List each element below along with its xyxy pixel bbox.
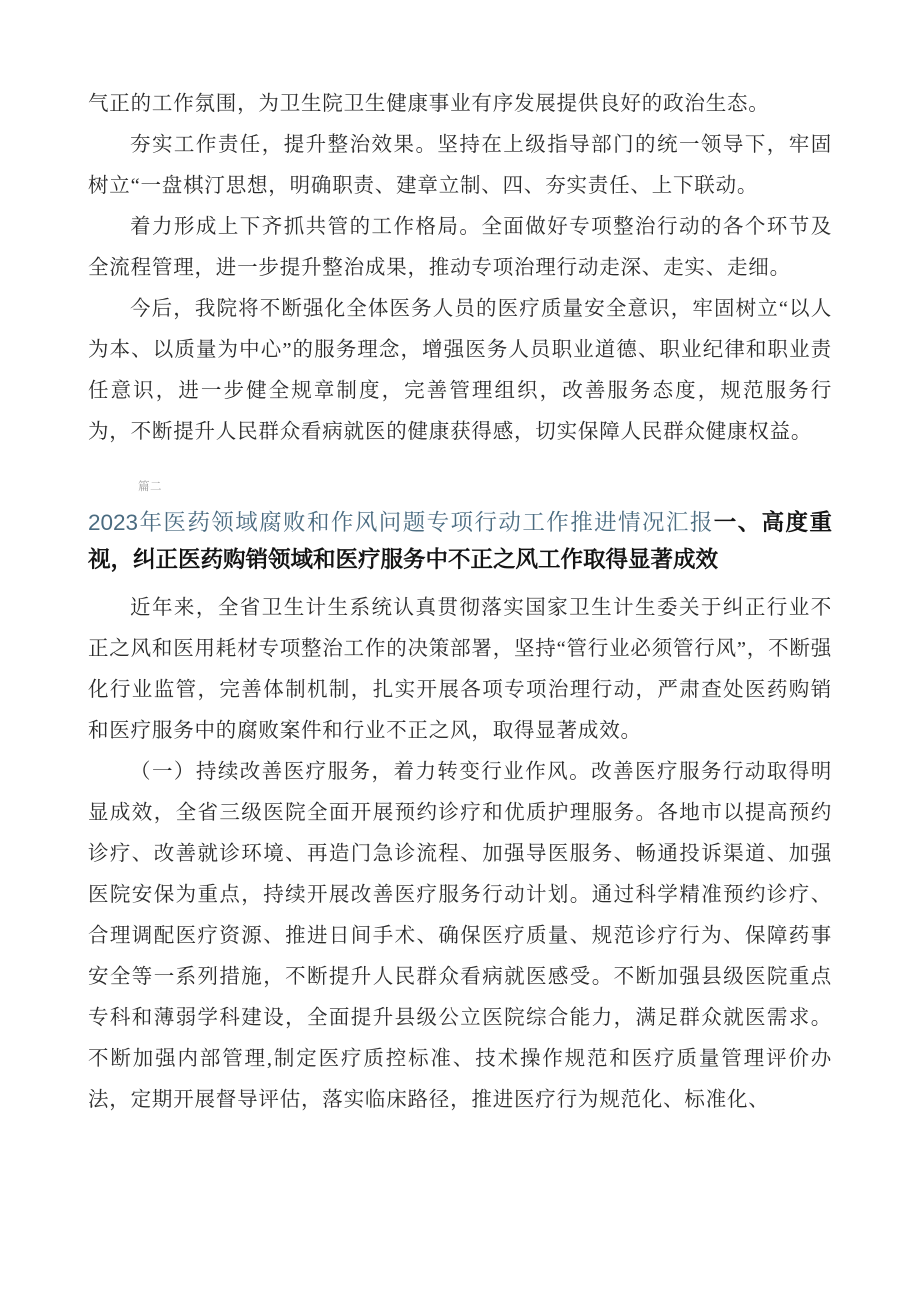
document-heading (88, 504, 832, 578)
paragraph-consolidate-duty: 夯实工作责任，提升整治效果。坚持在上级指导部门的统一领导下，牢固树立“一盘棋汀思想，明确职责、建章立制、四、夯实责任、上下联动。 (88, 134, 832, 197)
paragraph-item-one: （一）持续改善医疗服务，着力转变行业作风。改善医疗服务行动取得明显成效，全省三级医院全面开展预约诊疗和优质护理服务。各地市以提高预约诊疗、改善就诊环境、再造门急诊流程、加强导医服务、畅通投诉渠道、加强医院安保为重点，持续开展改善医疗服务行动计划。通过科学精准预约诊疗、合理调配医疗资源、推进日间手术、确保医疗质量、规范诊疗行为、保障药事安全等一系列措施，不断提升人民群众看病就医感受。不断加强县级医院重点专科和薄弱学科建设，全面提升县级公立医院综合能力，满足群众就医需求。不断加强内部管理,制定医疗质控标准、技术操作规范和医疗质量管理评价办法，定期开展督导评估，落实临床路径，推进医疗行为规范化、标准化、 (88, 761, 832, 1111)
document-content (88, 84, 832, 1121)
paragraph-joint-management: 着力形成上下齐抓共管的工作格局。全面做好专项整治行动的各个环节及全流程管理，进一步提升整治成果，推动专项治理行动走深、走实、走细。 (88, 216, 832, 279)
paragraph-continuation: 气正的工作氛围，为卫生院卫生健康事业有序发展提供良好的政治生态。 (88, 93, 770, 115)
paragraph-future-commitment: 今后，我院将不断强化全体医务人员的医疗质量安全意识，牢固树立“以人为本、以质量为中心”的服务理念，增强医务人员职业道德、职业纪律和职业责任意识，进一步健全规章制度，完善管理组织，改善服务态度，规范服务行为，不断提升人民群众看病就医的健康获得感，切实保障人民群众健康权益。 (88, 298, 832, 443)
heading-section-text: 一、高度重视，纠正医药购销领域和医疗服务中不正之风工作取得显著成效 (88, 510, 832, 572)
paragraph-recent-years: 近年来，全省卫生计生系统认真贯彻落实国家卫生计生委关于纠正行业不正之风和医用耗材专项整治工作的决策部署，坚持“管行业必须管行风”，不断强化行业监管，完善体制机制，扎实开展各项专项治理行动，严肃查处医药购销和医疗服务中的腐败案件和行业不正之风，取得显著成效。 (88, 597, 832, 742)
piece-marker-label: 篇二 (138, 481, 162, 493)
heading-title-text: 2023年医药领域腐败和作风问题专项行动工作推进情况汇报 (88, 510, 714, 535)
spacer (88, 495, 832, 504)
spacer (88, 578, 832, 588)
spacer (88, 453, 832, 479)
